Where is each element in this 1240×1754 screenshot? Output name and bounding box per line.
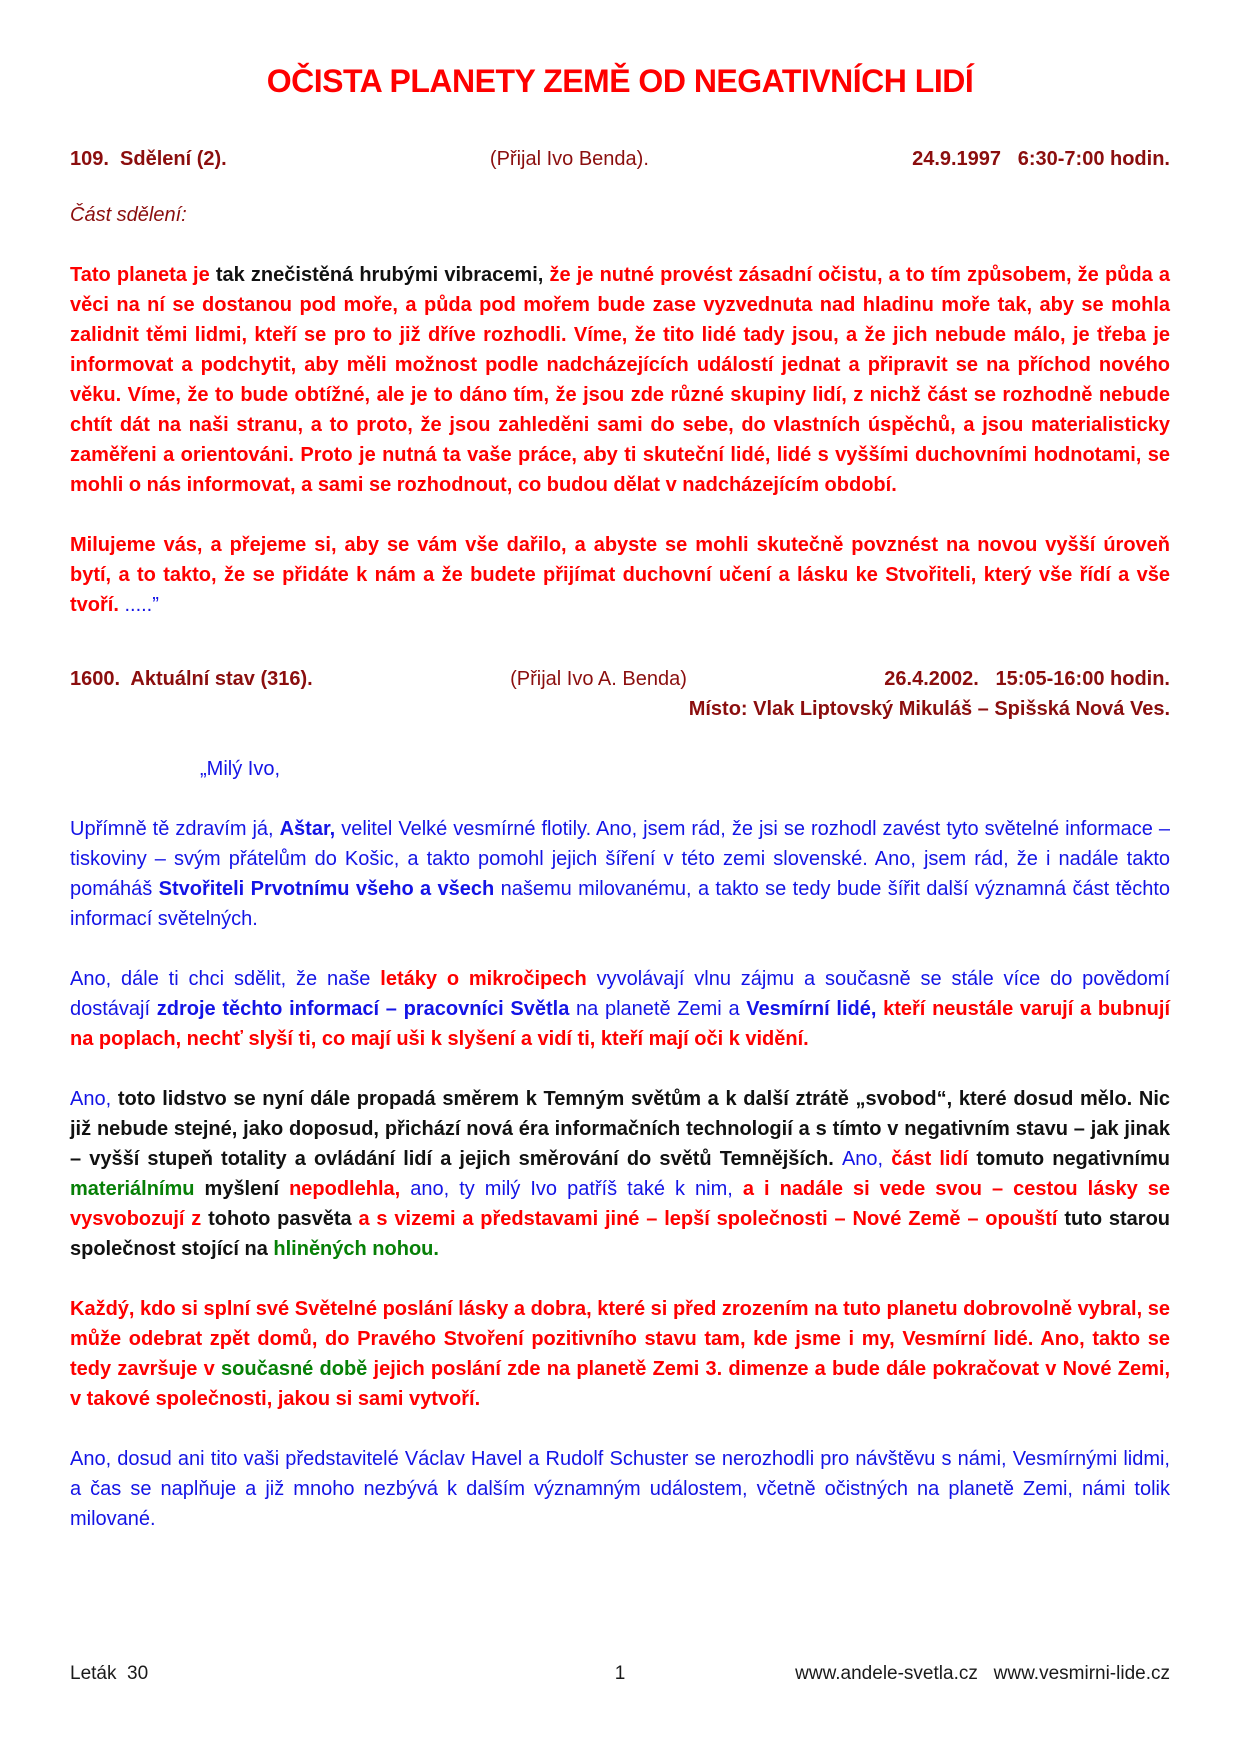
text-segment: část lidí bbox=[891, 1148, 977, 1170]
paragraph bbox=[70, 754, 1170, 784]
paragraph bbox=[70, 1084, 1170, 1264]
text-segment: Stvořiteli Prvotnímu všeho a všech bbox=[158, 878, 501, 900]
message-receiver: (Přijal Ivo A. Benda) bbox=[510, 668, 687, 690]
text-segment: Vesmírní lidé, bbox=[746, 998, 884, 1020]
text-segment: že je nutné provést zásadní očistu, a to tím způsobem, že půda a věci na ní se dostanou pod moře, a půda pod mořem bude zase vyzvednuta nad hladinu moře tak, aby se mohla zalidnit těmi lidmi, kteří se pro to již dříve rozhodli. Víme, že tito lidé tady jsou, a že jich nebude málo, je třeba je informovat a podchytit, aby měli možnost podle nadcházejících událostí jednat a připravit se na příchod nového věku. Víme, že to bude obtížné, ale je to dáno tím, že jsou zde různé skupiny lidí, z nichž část se rozhodně nebude chtít dát na naši stranu, a to proto, že jsou zahleděni sami do sebe, do vlastních úspěchů, a jsou materialisticky zaměřeni a orientováni. Proto je nutná ta vaše práce, aby ti skuteční lidé, lidé s vyššími duchovními hodnotami, se mohli o nás informovat, a sami se rozhodnout, co budou dělat v nadcházejícím období. bbox=[70, 264, 1170, 496]
text-segment: Ano, dosud ani tito vaši představitelé Václav Havel a Rudolf Schuster se nerozhodli pro návštěvu s námi, Vesmírnými lidmi, a čas se naplňuje a již mnoho nezbývá k dalším významným událostem, včetně očistných na planetě Zemi, námi tolik milované. bbox=[70, 1448, 1170, 1530]
footer-leaflet-label: Leták 30 bbox=[70, 1663, 149, 1684]
footer bbox=[70, 1662, 1170, 1686]
paragraph bbox=[70, 530, 1170, 620]
text-segment: hliněných nohou. bbox=[273, 1238, 439, 1260]
message-datetime: 26.4.2002. 15:05-16:00 hodin. bbox=[884, 668, 1170, 690]
text-segment: velitel Velké vesmírné flotily. Ano, jsem rád, že jsi se rozhodl zavést tyto světelné informace – tiskoviny – svým přátelům do Košic, a takto pomohl jejich šíření v této zemi slovenské. Ano, jsem rád, že i nadále takto pomáháš bbox=[70, 818, 1171, 900]
paragraph bbox=[70, 814, 1170, 934]
text-segment: současné době bbox=[221, 1358, 374, 1380]
document-body bbox=[70, 144, 1170, 1534]
paragraph bbox=[70, 1294, 1170, 1414]
text-segment: .....” bbox=[124, 594, 159, 616]
text-segment: Ano, bbox=[841, 1148, 892, 1170]
text-segment: Každý, kdo si splní své Světelné poslání lásky a dobra, které si před zrozením na tuto planetu dobrovolně vybral, se může odebrat zpět domů, do Pravého Stvoření pozitivního stavu tam, kde jsme i my, Vesmírní lidé. Ano, takto se tedy završuje v bbox=[70, 1298, 1170, 1380]
text-segment: zdroje těchto informací – pracovníci Světla bbox=[156, 998, 577, 1020]
text-segment: na planetě Zemi a bbox=[576, 998, 747, 1020]
message-heading bbox=[70, 144, 1170, 174]
message-receiver: (Přijal Ivo Benda). bbox=[489, 148, 649, 170]
message-number: 1600. Aktuální stav (316). bbox=[70, 668, 313, 690]
text-segment: materiálnímu bbox=[70, 1178, 205, 1200]
text-segment: tak znečistěná hrubými vibracemi, bbox=[215, 264, 550, 286]
text-segment: „Milý Ivo, bbox=[200, 758, 280, 780]
text-segment: našemu milovanému, a takto se tedy bude šířit další významná část těchto informací světelných. bbox=[70, 878, 1170, 930]
text-segment: vyvolávají vlnu zájmu a současně se stále více do povědomí dostávají bbox=[70, 968, 1171, 1020]
text-segment: Ano, bbox=[70, 1088, 118, 1110]
text-segment: myšlení bbox=[204, 1178, 290, 1200]
page-title: OČISTA PLANETY ZEMĚ OD NEGATIVNÍCH LIDÍ bbox=[266, 63, 974, 99]
paragraph bbox=[70, 260, 1170, 500]
text-segment: kteří neustále varují a bubnují na poplach, nechť slyší ti, co mají uši k slyšení a vidí ti, kteří mají oči k vidění. bbox=[70, 998, 1171, 1050]
message-number: 109. Sdělení (2). bbox=[70, 148, 227, 170]
message-location: Místo: Vlak Liptovský Mikuláš – Spišská Nová Ves. bbox=[688, 698, 1170, 720]
text-segment: jejich poslání zde na planetě Zemi 3. dimenze a bude dále pokračovat v Nové Zemi, v takové společnosti, jakou si sami vytvoří. bbox=[70, 1358, 1171, 1410]
footer-websites: www.andele-svetla.cz www.vesmirni-lide.cz bbox=[795, 1663, 1170, 1684]
text-segment: toto lidstvo se nyní dále propadá směrem k Temným světům a k další ztrátě „svobod“, které dosud mělo. Nic již nebude stejné, jako doposud, přichází nová éra informačních technologií a s tímto v negativním stavu – jak jinak – vyšší stupeň totality a ovládání lidí a jejich směrování do světů Temnějších. bbox=[70, 1088, 1171, 1170]
message-datetime: 24.9.1997 6:30-7:00 hodin. bbox=[912, 148, 1170, 170]
footer-page-number: 1 bbox=[614, 1663, 626, 1684]
text-segment: Milujeme vás, a přejeme si, aby se vám vše dařilo, a abyste se mohli skutečně povznést na novou vyšší úroveň bytí, a to takto, že se přidáte k nám a že budete přijímat duchovní učení a lásku ke Stvořiteli, který vše řídí a vše tvoří. bbox=[70, 534, 1170, 616]
paragraph bbox=[70, 964, 1170, 1054]
text-segment: tuto starou společnost stojící na bbox=[70, 1208, 1171, 1260]
text-segment: ano, ty milý Ivo patříš také k nim, bbox=[410, 1178, 743, 1200]
text-segment: Aštar, bbox=[279, 818, 342, 840]
text-segment: Ano, dále ti chci sdělit, že naše bbox=[70, 968, 381, 990]
text-segment: a s vizemi a představami jiné – lepší společnosti – Nové Země – opouští bbox=[358, 1208, 1065, 1230]
text-segment: Tato planeta je bbox=[70, 264, 216, 286]
paragraph bbox=[70, 1444, 1170, 1534]
document-page bbox=[70, 0, 1170, 1534]
text-segment: letáky o mikročipech bbox=[380, 968, 597, 990]
text-segment: Část sdělení: bbox=[70, 204, 187, 226]
text-segment: tohoto pasvěta bbox=[208, 1208, 359, 1230]
text-segment: a i nadále si vede svou – cestou lásky se vysvobozují z bbox=[70, 1178, 1171, 1230]
paragraph bbox=[70, 200, 1170, 230]
message-heading bbox=[70, 664, 1170, 694]
text-segment: tomuto negativnímu bbox=[976, 1148, 1171, 1170]
text-segment: nepodlehla, bbox=[289, 1178, 411, 1200]
text-segment: Upřímně tě zdravím já, bbox=[70, 818, 280, 840]
